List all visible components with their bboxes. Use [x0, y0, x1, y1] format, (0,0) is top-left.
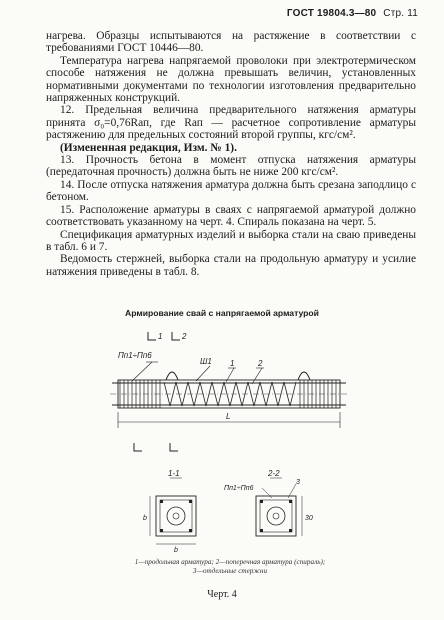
figure-caption — [130, 558, 330, 576]
paragraph: Спецификация арматурных изделий и выборка стали на сваю приведены в табл. 6 и 7. — [46, 228, 416, 253]
paragraph: 13. Прочность бетона в момент отпуска натяжения арматуры (передаточная прочность) должна быть не ниже 200 кгс/см². — [46, 154, 416, 179]
section-2-2 — [256, 478, 302, 536]
section-mesh-label: Пп1÷Пп6 — [224, 485, 254, 492]
length-label: L — [226, 412, 231, 421]
page-number: Стр. 11 — [383, 8, 418, 19]
paragraph: 12. Предельная величина предварительного натяжения арматуры принята σ₀=0,76Rап, где Rап — расчетное сопротивление арматуры растяжению для предельных состояний второй группы, кгс/см². — [46, 104, 416, 142]
paragraph: нагрева. Образцы испытываются на растяжение в соответствии с требованиями ГОСТ 10446—80. — [46, 30, 416, 55]
paragraph: 15. Расположение арматуры в сваях с напрягаемой арматурой должно соответствовать указанному на черт. 4. Спираль показана на черт. 5. — [46, 203, 416, 229]
section-marks-top — [148, 332, 180, 340]
caption-line: 1—продольная арматура; 2—поперечная арматура (спираль); — [134, 558, 326, 566]
callout-3: 3 — [296, 479, 300, 486]
caption-line: 3—отдельные стержни — [192, 567, 268, 575]
section-1-1-title: 1-1 — [168, 469, 180, 478]
loop-label: Ш1 — [200, 357, 212, 366]
figure-number: Черт. 4 — [207, 589, 237, 600]
amendment-note: (Измененная редакция, Изм. № 1). — [60, 141, 237, 154]
paragraph: Ведомость стержней, выборка стали на продольную арматуру и усилие натяжения приведены в табл. 8. — [46, 253, 416, 278]
section-mark-2: 2 — [182, 332, 187, 341]
callout-2: 2 — [258, 359, 263, 368]
mesh-label: Пп1÷Пп6 — [118, 351, 152, 360]
paragraph: Температура нагрева напрягаемой проволоки при электротермическом способе натяжения не должна превышать величин, установленных нормативными документами по технологии изготовления предварительно напряженных конструкций. — [46, 54, 416, 105]
section-mark-1: 1 — [158, 332, 163, 341]
standard-code: ГОСТ 19804.3—80 — [286, 8, 377, 19]
section-2-2-title: 2-2 — [268, 469, 280, 478]
paragraph: 14. После отпуска натяжения арматура должна быть срезана заподлицо с бетоном. — [46, 178, 416, 204]
section-marks-bottom — [134, 443, 178, 451]
section-1-1 — [150, 478, 196, 544]
dim-b-left: b — [143, 515, 147, 522]
dim-b-bottom: b — [174, 547, 178, 554]
figure-title: Армирование свай с напрягаемой арматурой — [125, 308, 319, 318]
callout-1: 1 — [230, 359, 235, 368]
dim-30: 30 — [305, 515, 313, 522]
